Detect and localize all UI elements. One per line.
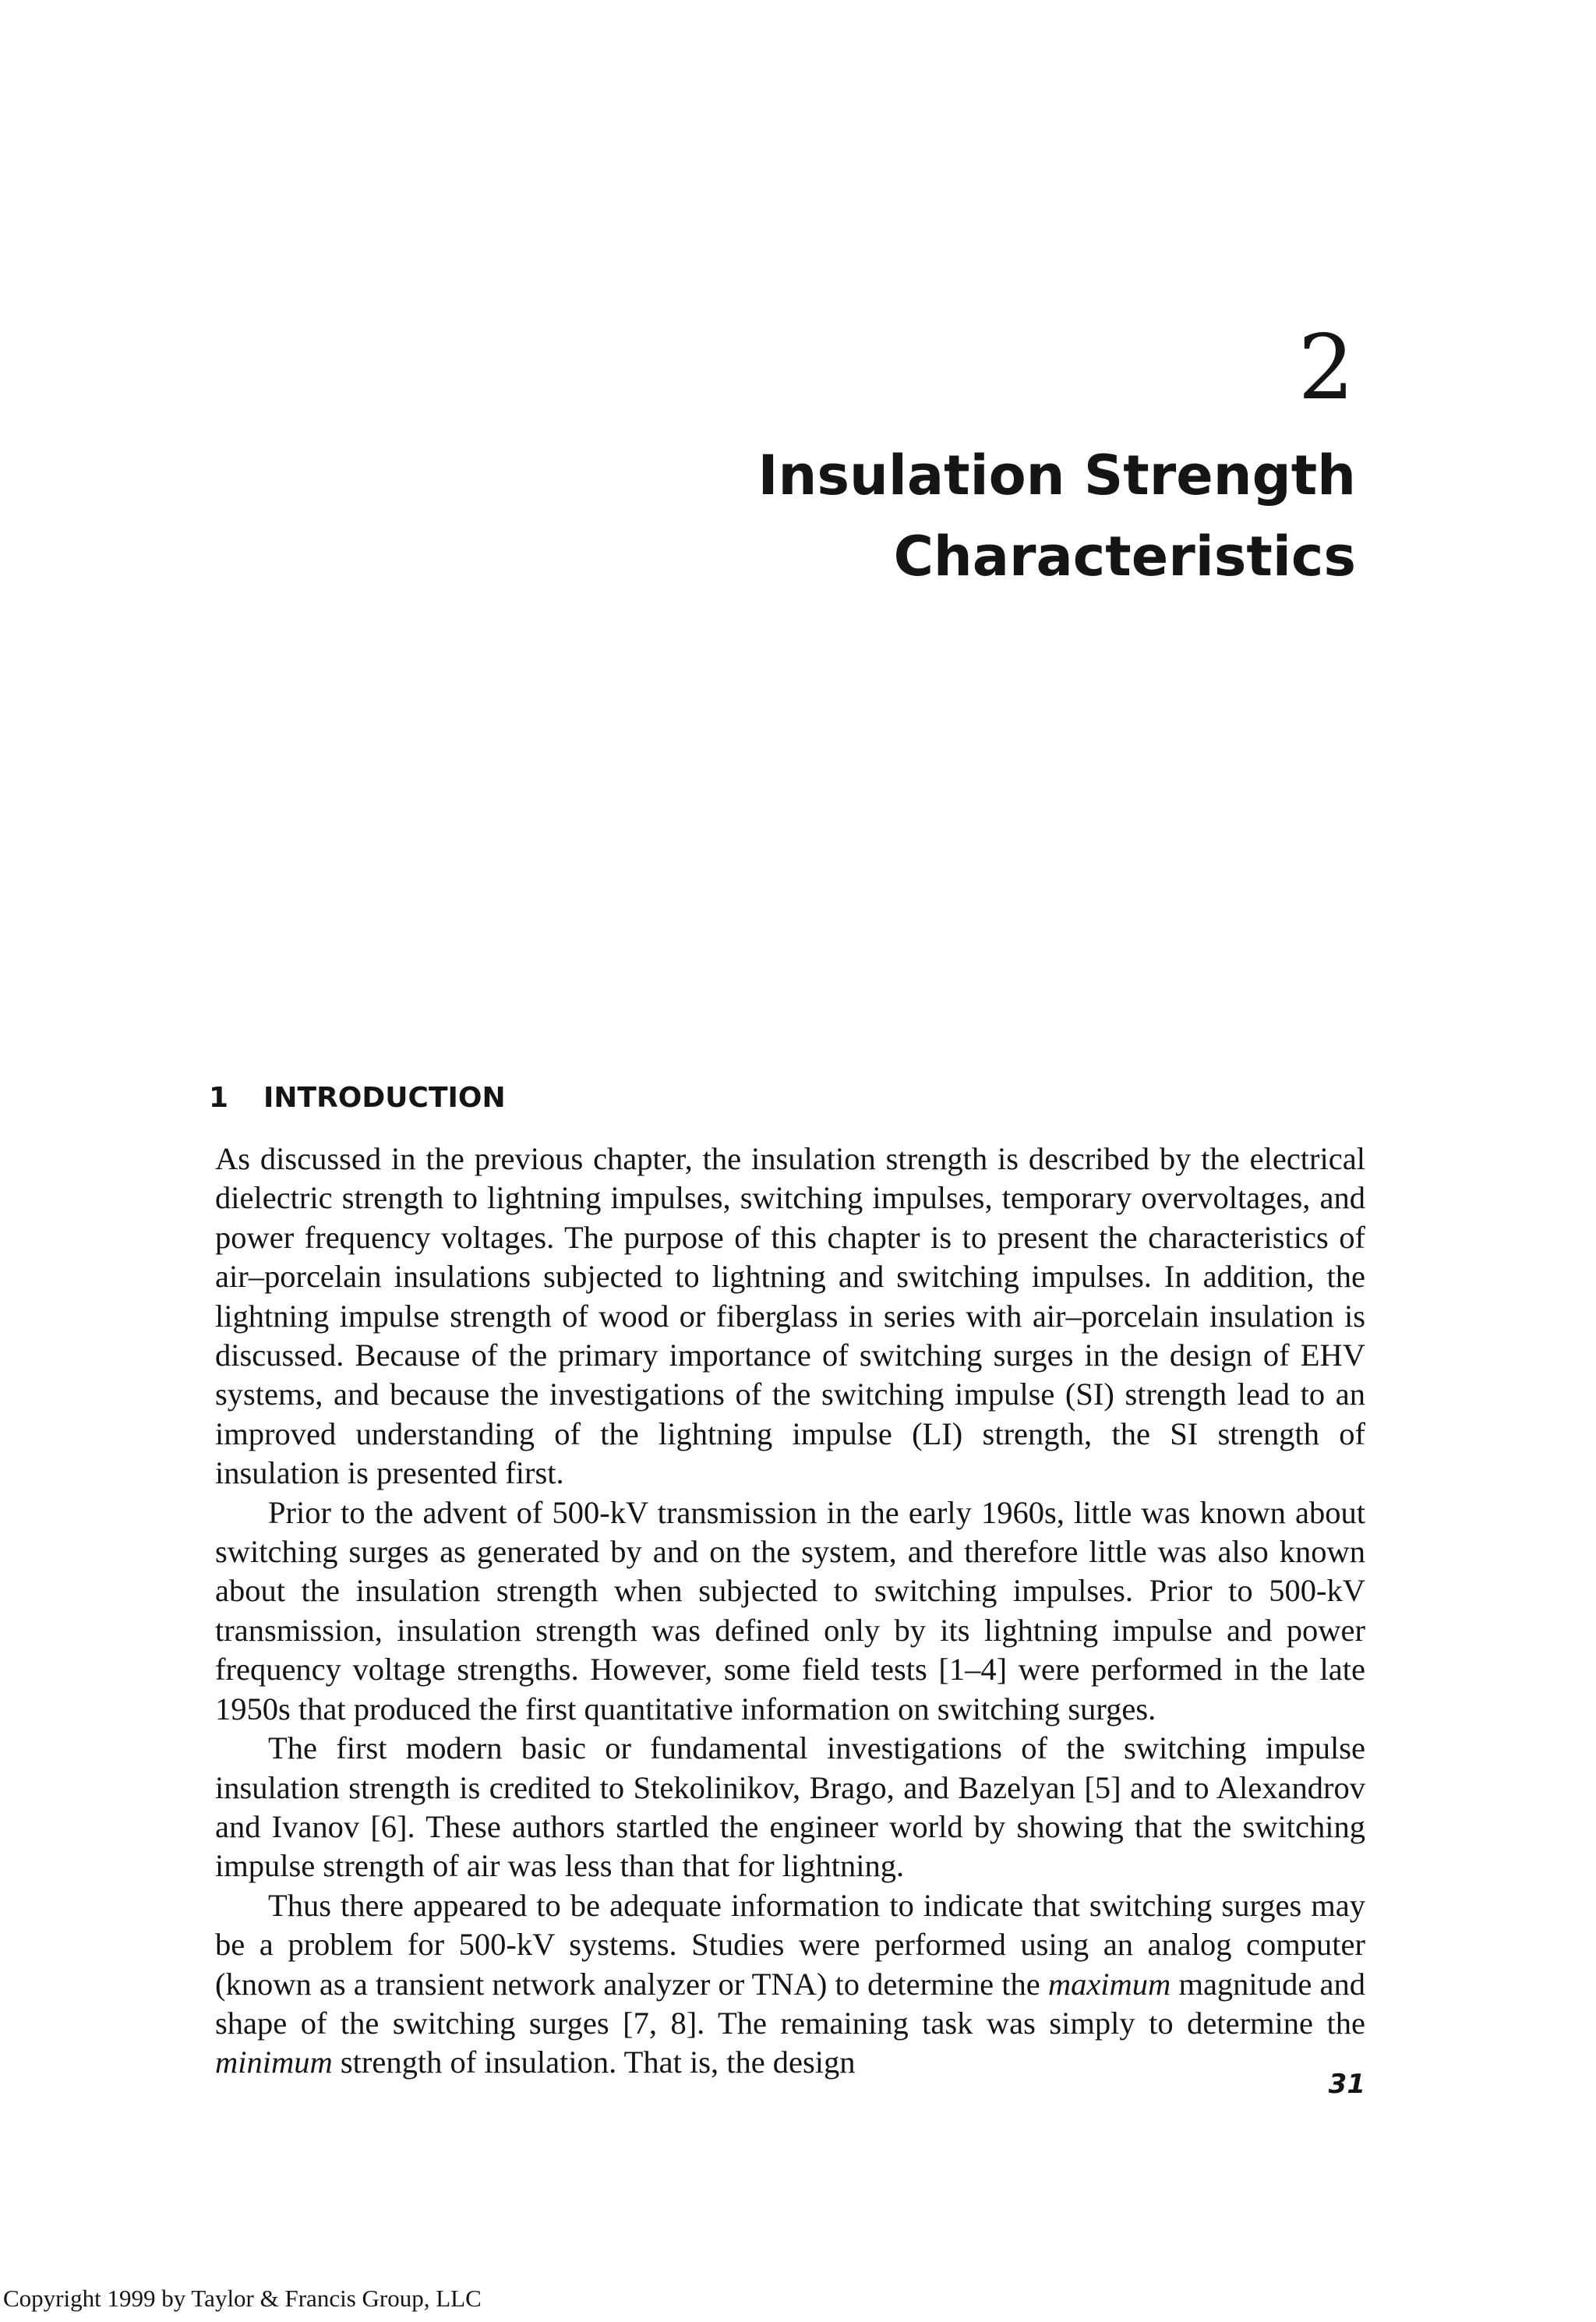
paragraph-2: Prior to the advent of 500-kV transmission in the early 1960s, little was known about switching surges as generated by and on the system, and therefore little was also known about the insulation strength when subjected to switching impulses. Prior to 500-kV transmission, insulation strength was defined only by its lightning impulse and power frequency voltage strengths. However, some field tests [1–4] were performed in the late 1950s that produced the first quantitative information on switching surges. [215, 1494, 1365, 1726]
paragraph-4-text-2: magnitude and shape of the switching surges [7, 8]. The remaining task was simply to determine the [215, 1966, 1366, 2041]
section-title: INTRODUCTION [263, 1082, 506, 1114]
section-heading [209, 1081, 506, 1115]
paragraph-1: As discussed in the previous chapter, the insulation strength is described by the electrical dielectric strength to lightning impulses, switching impulses, temporary overvoltages, and power frequency voltages. The purpose of this chapter is to present the characteristics of air–porcelain insulations subjected to lightning and switching impulses. In addition, the lightning impulse strength of wood or fiberglass in series with air–porcelain insulation is discussed. Because of the primary importance of switching surges in the design of EHV systems, and because the investigations of the switching impulse (SI) strength lead to an improved understanding of the lightning impulse (LI) strength, the SI strength of insulation is presented first. [215, 1141, 1365, 1491]
paragraph-4-text-3: strength of insulation. That is, the design [332, 2045, 856, 2080]
section-number: 1 [209, 1082, 229, 1114]
chapter-title-line-2: Characteristics [893, 525, 1356, 588]
body-text [215, 1140, 1365, 2083]
emphasis-minimum: minimum [215, 2045, 333, 2080]
emphasis-maximum: maximum [1047, 1966, 1171, 2002]
paragraph-4 [215, 1886, 1365, 2083]
copyright-notice: Copyright 1999 by Taylor & Francis Group, LLC [3, 2285, 482, 2312]
paragraph-3: The first modern basic or fundamental investigations of the switching impulse insulation strength is credited to Stekolinikov, Brago, and Bazelyan [5] and to Alexandrov and Ivanov [6]. These authors startled the engineer world by showing that the switching impulse strength of air was less than that for lightning. [215, 1730, 1365, 1884]
chapter-title-line-1: Insulation Strength [757, 444, 1356, 507]
chapter-number: 2 [1298, 316, 1354, 419]
paragraph-4-text-1: Thus there appeared to be adequate information to indicate that switching surges may be a problem for 500-kV systems. Studies were performed using an analog computer (known as a transient network analyzer or TNA) to determine the [215, 1887, 1365, 2002]
page-number: 31 [1328, 2069, 1365, 2100]
chapter-title [758, 435, 1356, 597]
